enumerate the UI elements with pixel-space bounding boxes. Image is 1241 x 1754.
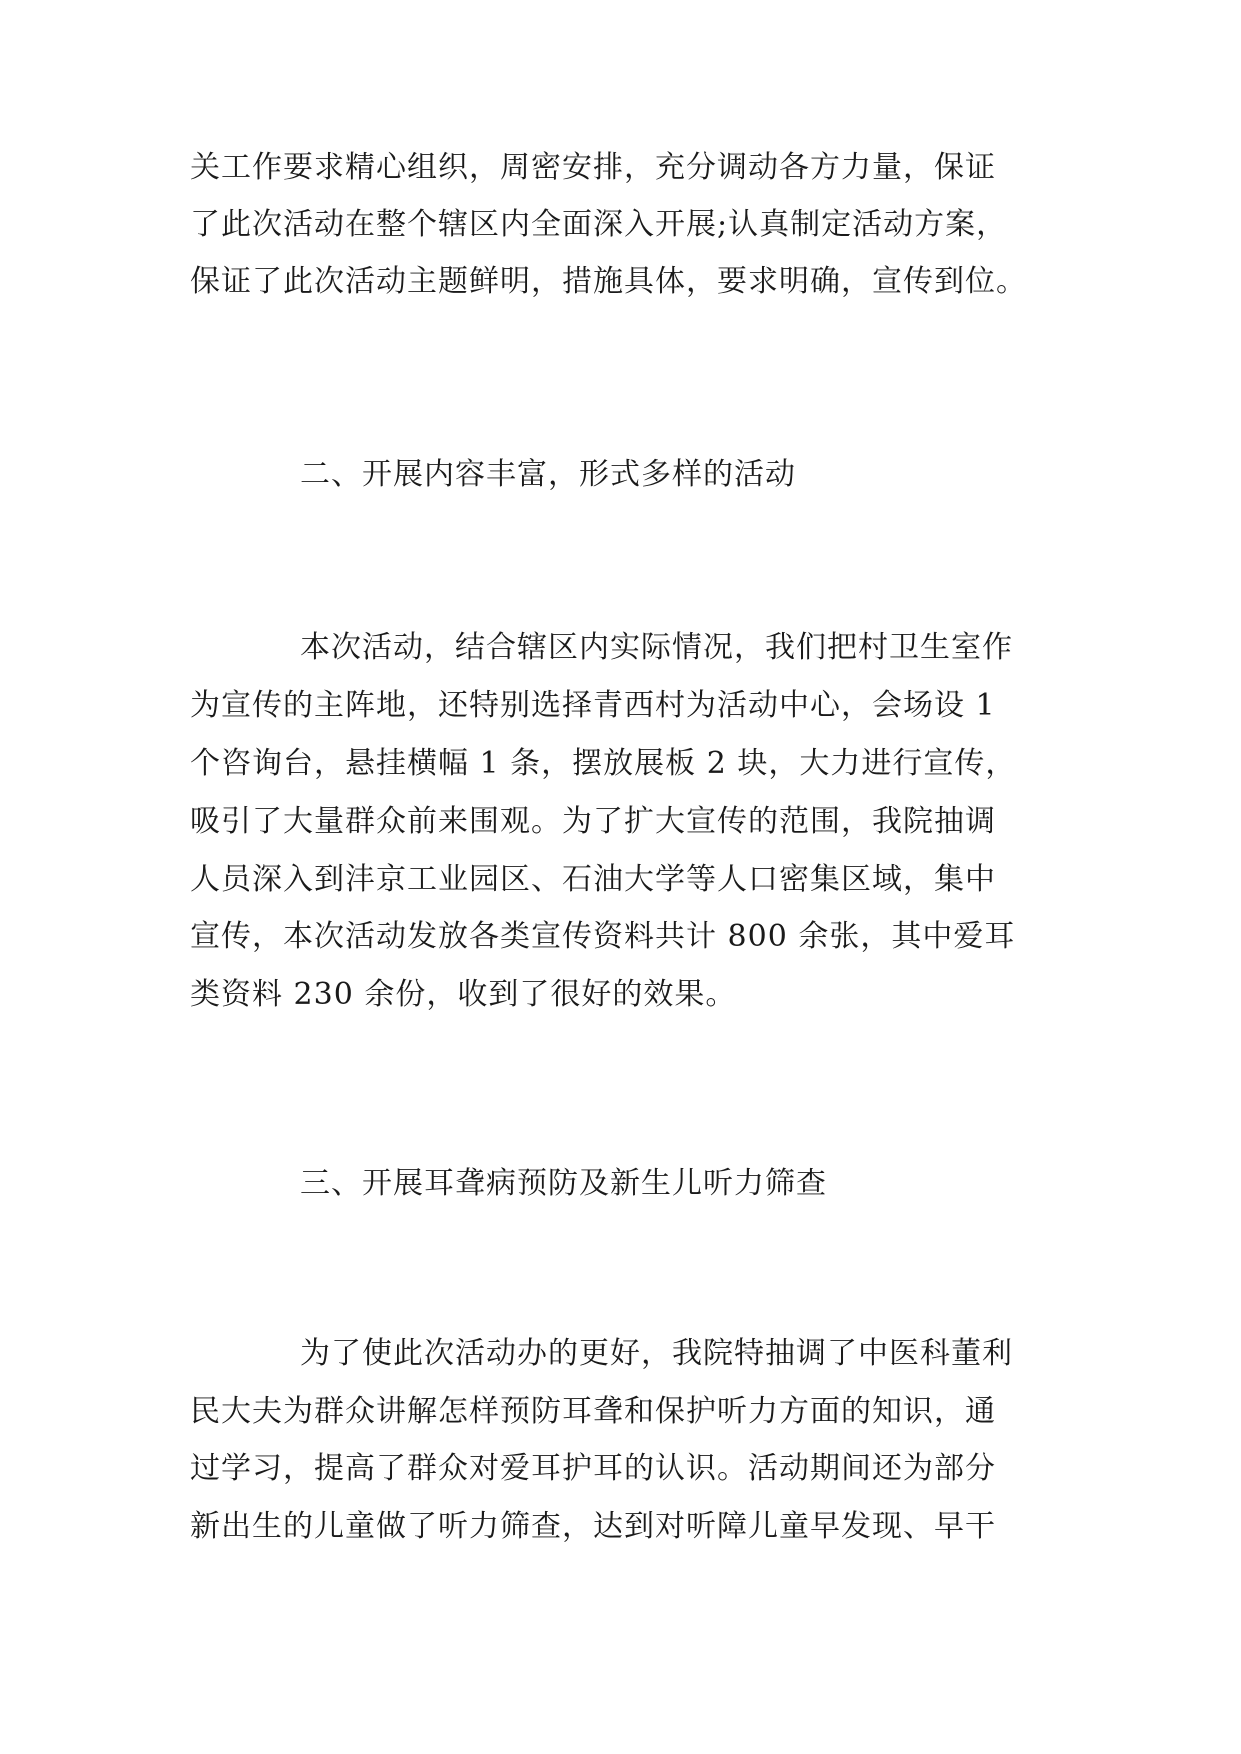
paragraph-line: 民大夫为群众讲解怎样预防耳聋和保护听力方面的知识，通 [190,1394,996,1429]
paragraph-line: 关工作要求精心组织，周密安排，充分调动各方力量，保证 [190,150,996,185]
paragraph-line: 吸引了大量群众前来围观。为了扩大宣传的范围，我院抽调 [190,804,996,839]
section-heading-3: 三、开展耳聋病预防及新生儿听力筛查 [300,1166,827,1201]
paragraph-line: 了此次活动在整个辖区内全面深入开展;认真制定活动方案， [190,207,1008,242]
section-heading-2: 二、开展内容丰富，形式多样的活动 [300,457,796,492]
paragraph-line: 人员深入到沣京工业园区、石油大学等人口密集区域，集中 [190,862,996,897]
paragraph-line: 为宣传的主阵地，还特别选择青西村为活动中心，会场设 1 [190,688,996,723]
paragraph-line: 过学习，提高了群众对爱耳护耳的认识。活动期间还为部分 [190,1451,996,1486]
paragraph-line: 保证了此次活动主题鲜明，措施具体，要求明确，宣传到位。 [190,264,1027,299]
paragraph-line: 为了使此次活动办的更好，我院特抽调了中医科董利 [300,1336,1013,1371]
paragraph-line: 本次活动，结合辖区内实际情况，我们把村卫生室作 [300,630,1013,665]
paragraph-line: 个咨询台，悬挂横幅 1 条，摆放展板 2 块，大力进行宣传， [190,746,1017,781]
paragraph-line: 宣传，本次活动发放各类宣传资料共计 800 余张，其中爱耳 [190,919,1016,954]
paragraph-line: 类资料 230 余份，收到了很好的效果。 [190,977,737,1012]
paragraph-line: 新出生的儿童做了听力筛查，达到对听障儿童早发现、早干 [190,1509,996,1544]
